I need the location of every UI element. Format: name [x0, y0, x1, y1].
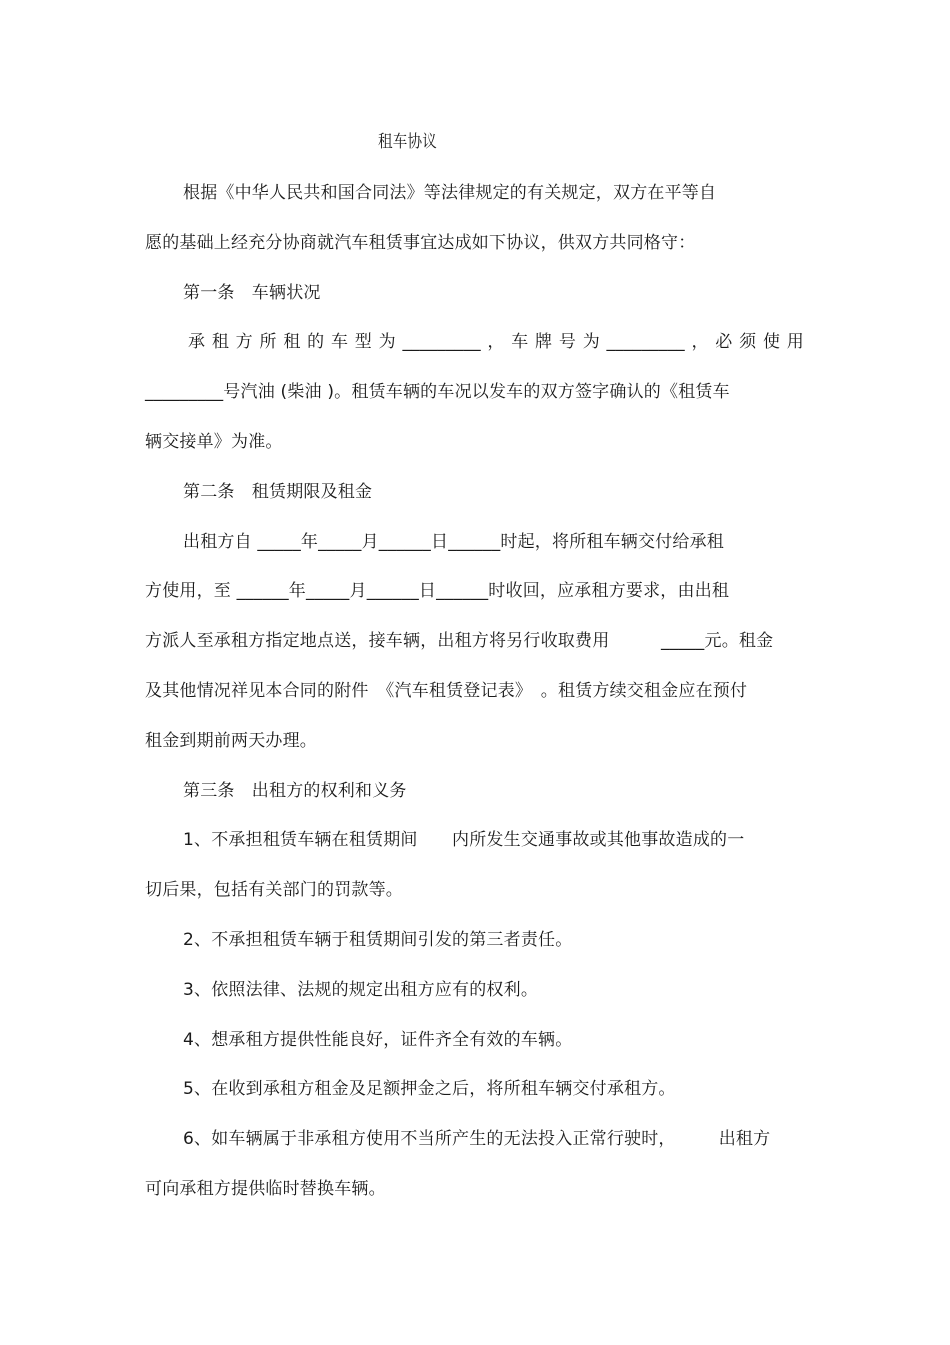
paragraph-line: 方使用，至 ______年_____月______日______时收回，应承租方要求，由出租 [145, 581, 730, 601]
document-title: 租车协议 [378, 132, 438, 152]
paragraph-line: 可向承租方提供临时替换车辆。 [145, 1179, 386, 1199]
paragraph-line: 根据《中华人民共和国合同法》等法律规定的有关规定，双方在平等自 [183, 183, 717, 203]
paragraph-line: _________号汽油 (柴油 )。租赁车辆的车况以发车的双方签字确认的《租赁车 [145, 382, 730, 402]
paragraph-line: 出租方自 _____年_____月______日______时起，将所租车辆交付给承租 [183, 532, 725, 552]
article-heading: 第三条 出租方的权利和义务 [183, 781, 407, 801]
paragraph-line: 承租方所租的车型为_________，车牌号为_________，必须使用 [188, 332, 804, 352]
paragraph-line: 愿的基础上经充分协商就汽车租赁事宜达成如下协议，供双方共同格守： [145, 233, 696, 253]
list-item: 5、在收到承租方租金及足额押金之后，将所租车辆交付承租方。 [183, 1079, 676, 1099]
paragraph-line: 及其他情况祥见本合同的附件 《汽车租赁登记表》 。租赁方续交租金应在预付 [145, 681, 748, 701]
article-heading: 第一条 车辆状况 [183, 283, 321, 303]
paragraph-line: 租金到期前两天办理。 [145, 731, 317, 751]
paragraph-line: 方派人至承租方指定地点送，接车辆，出租方将另行收取费用 _____元。租金 [145, 631, 774, 651]
paragraph-line: 辆交接单》为准。 [145, 432, 283, 452]
list-item: 1、不承担租赁车辆在租赁期间 内所发生交通事故或其他事故造成的一 [183, 830, 745, 850]
list-item: 2、不承担租赁车辆于租赁期间引发的第三者责任。 [183, 930, 573, 950]
paragraph-line: 切后果，包括有关部门的罚款等。 [145, 880, 403, 900]
list-item: 6、如车辆属于非承租方使用不当所产生的无法投入正常行驶时， 出租方 [183, 1129, 771, 1149]
list-item: 3、依照法律、法规的规定出租方应有的权利。 [183, 980, 539, 1000]
list-item: 4、想承租方提供性能良好，证件齐全有效的车辆。 [183, 1030, 573, 1050]
article-heading: 第二条 租赁期限及租金 [183, 482, 373, 502]
